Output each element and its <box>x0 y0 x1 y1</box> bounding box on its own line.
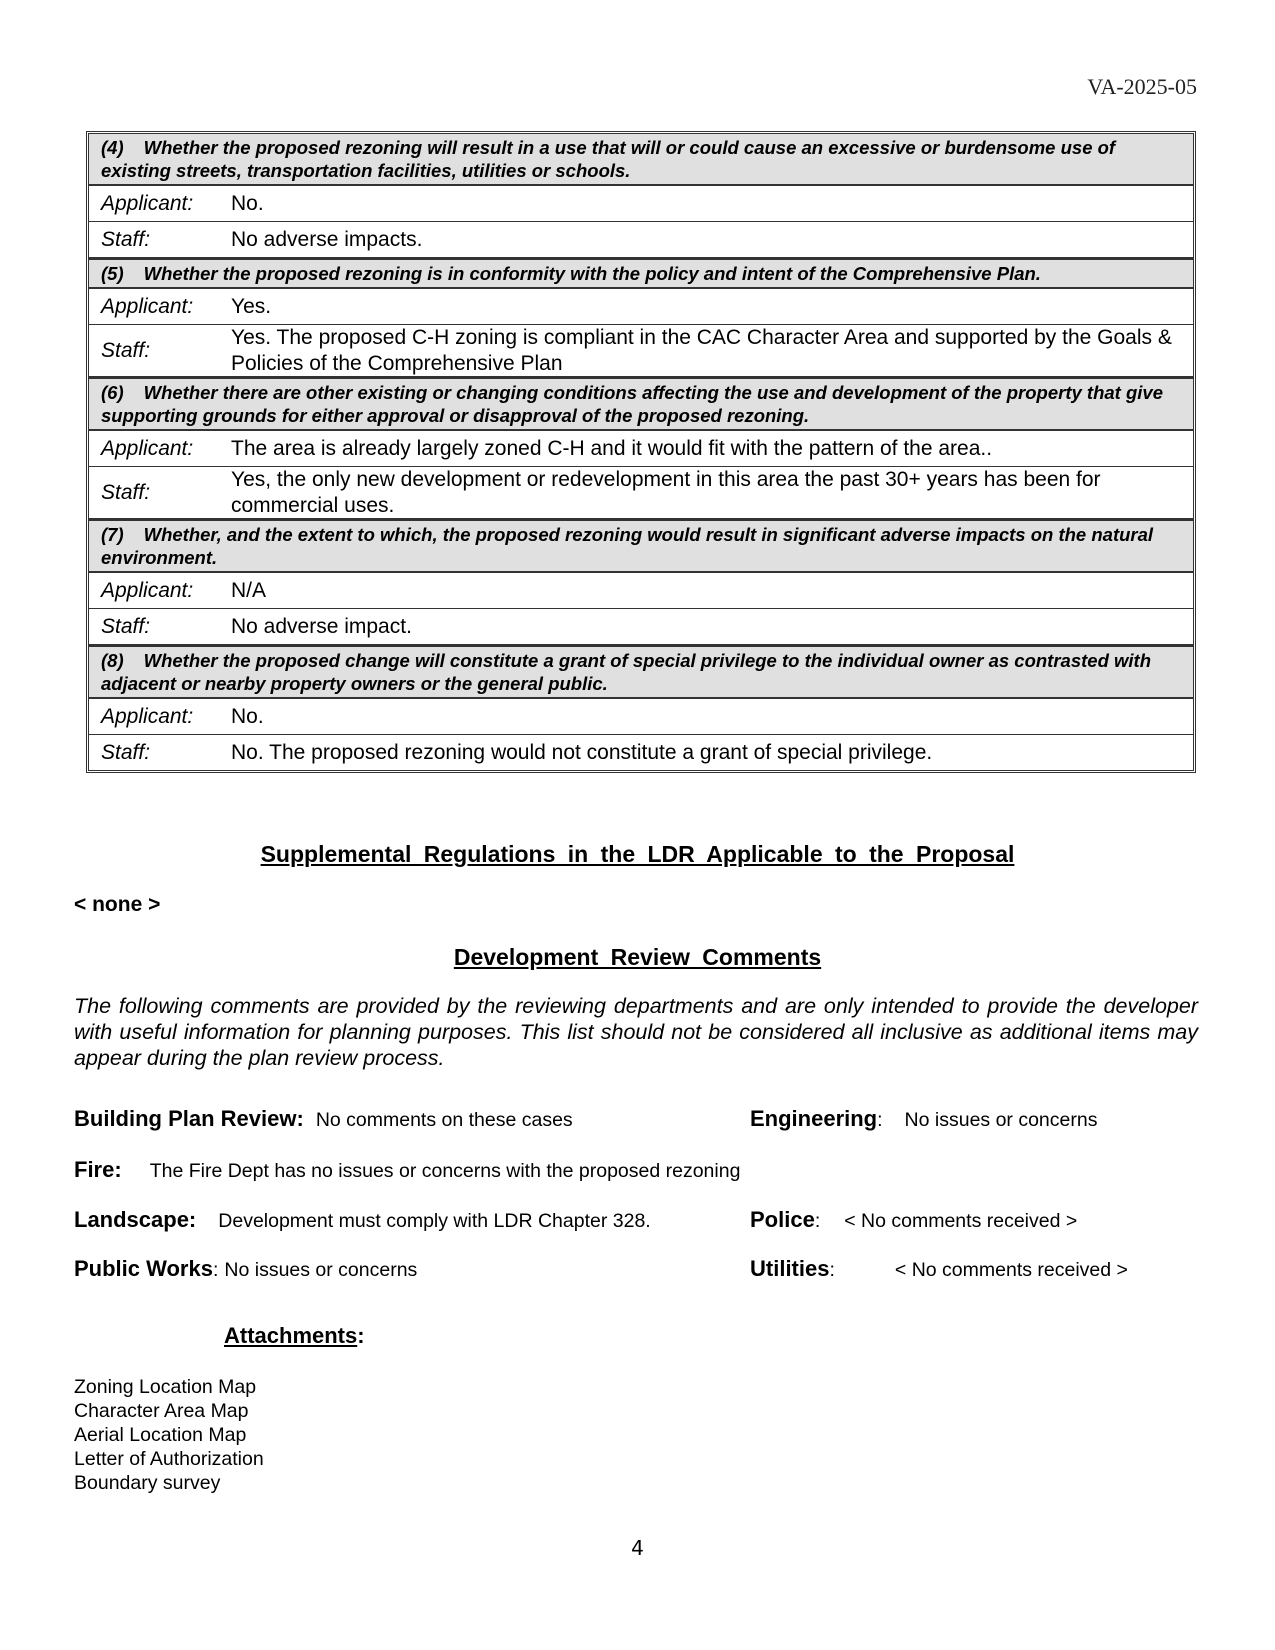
comment-label: Public Works <box>74 1256 213 1281</box>
applicant-response: N/A <box>231 578 267 602</box>
staff-response: No adverse impact. <box>231 614 412 638</box>
criterion-text: Whether, and the extent to which, the proposed rezoning would result in significant adverse impacts on the natural environment. <box>101 524 1154 568</box>
attachment-item: Letter of Authorization <box>74 1448 264 1470</box>
comment-label: Police <box>750 1207 815 1232</box>
criterion-8-staff-row <box>89 735 1193 770</box>
comment-value: The Fire Dept has no issues or concerns with the proposed rezoning <box>149 1160 741 1182</box>
criterion-6-question <box>89 377 1193 431</box>
attachment-item: Zoning Location Map <box>74 1376 257 1398</box>
staff-response: Yes, the only new development or redevelopment in this area the past 30+ years has been for commercial uses. <box>231 468 1101 517</box>
police-comment: Police: < No comments received > <box>750 1207 1078 1232</box>
staff-label: Staff: <box>101 480 151 504</box>
criterion-number: (8) <box>101 650 124 671</box>
utilities-comment: Utilities: < No comments received > <box>750 1256 1128 1281</box>
page-number: 4 <box>631 1536 644 1560</box>
landscape-comment <box>74 1207 651 1233</box>
staff-label: Staff: <box>101 338 151 362</box>
comment-label: Building Plan Review: <box>74 1106 304 1131</box>
criterion-5-question <box>89 258 1193 289</box>
criterion-6-staff-row <box>89 467 1193 519</box>
supplemental-heading: Supplemental Regulations in the LDR Applicable to the Proposal <box>260 841 1015 867</box>
comment-value: No issues or concerns <box>904 1109 1098 1131</box>
criterion-number: (5) <box>101 263 124 284</box>
criterion-7-staff-row <box>89 609 1193 645</box>
staff-response: No adverse impacts. <box>231 227 423 251</box>
applicant-label: Applicant: <box>101 578 194 602</box>
comment-label: Landscape: <box>74 1207 197 1232</box>
applicant-label: Applicant: <box>101 191 194 215</box>
document-id: VA-2025-05 <box>1087 74 1197 99</box>
criterion-7-question <box>89 519 1193 573</box>
engineering-comment: Engineering: No issues or concerns <box>750 1106 1098 1131</box>
applicant-label: Applicant: <box>101 704 194 728</box>
criterion-5-applicant-row <box>89 289 1193 325</box>
criterion-number: (4) <box>101 137 124 158</box>
attachments-title: Attachments <box>224 1323 358 1348</box>
criterion-number: (7) <box>101 524 124 545</box>
criterion-5-staff-row <box>89 325 1193 377</box>
comment-label: Fire: <box>74 1157 122 1182</box>
criterion-7-applicant-row <box>89 573 1193 609</box>
attachment-item: Aerial Location Map <box>74 1424 247 1446</box>
criterion-6-applicant-row <box>89 431 1193 467</box>
criterion-4-staff-row <box>89 222 1193 258</box>
attachment-item: Character Area Map <box>74 1400 249 1422</box>
applicant-response: Yes. <box>231 294 272 318</box>
comment-value: < No comments received > <box>894 1259 1128 1281</box>
applicant-response: No. <box>231 191 264 215</box>
criteria-table <box>86 131 1196 773</box>
comment-label: Engineering <box>750 1106 878 1131</box>
review-heading: Development Review Comments <box>453 944 822 970</box>
criterion-8-question <box>89 645 1193 699</box>
criterion-number: (6) <box>101 382 124 403</box>
attachments-heading: Attachments: <box>224 1323 365 1348</box>
comment-value: No issues or concerns <box>224 1259 418 1281</box>
staff-label: Staff: <box>101 227 151 251</box>
building-plan-review-comment <box>74 1106 573 1132</box>
criterion-text: Whether the proposed change will constitute a grant of special privilege to the individual owner as contrasted with adjacent or nearby property owners or the general public. <box>101 650 1151 694</box>
comment-value: No comments on these cases <box>315 1109 573 1131</box>
applicant-label: Applicant: <box>101 294 194 318</box>
applicant-response: No. <box>231 704 264 728</box>
criterion-4-applicant-row <box>89 186 1193 222</box>
staff-label: Staff: <box>101 614 151 638</box>
criterion-8-applicant-row <box>89 699 1193 735</box>
criterion-text: Whether the proposed rezoning will result in a use that will or could cause an excessive or burdensome use of existing streets, transportation facilities, utilities or schools. <box>101 137 1116 181</box>
staff-response: Yes. The proposed C-H zoning is compliant in the CAC Character Area and supported by the Goals & Policies of the Comprehensive Plan <box>231 326 1172 375</box>
attachments-list <box>74 1375 264 1495</box>
public-works-comment: Public Works: No issues or concerns <box>74 1256 418 1281</box>
comment-value: < No comments received > <box>844 1210 1078 1232</box>
review-intro: The following comments are provided by the reviewing departments and are only intended to provide the developer with useful information for planning purposes. This list should not be considered all inclusive as additional items may appear during the plan review process. <box>74 994 1198 1070</box>
criterion-text: Whether there are other existing or changing conditions affecting the use and development of the property that give supporting grounds for either approval or disapproval of the proposed rezoning. <box>101 382 1163 426</box>
applicant-label: Applicant: <box>101 436 194 460</box>
supplemental-value: < none > <box>74 893 161 916</box>
applicant-response: The area is already largely zoned C-H and it would fit with the pattern of the area.. <box>231 436 993 460</box>
staff-label: Staff: <box>101 740 151 764</box>
comment-label: Utilities <box>750 1256 830 1281</box>
comment-value: Development must comply with LDR Chapter 328. <box>218 1210 651 1232</box>
fire-comment <box>74 1157 740 1183</box>
criterion-text: Whether the proposed rezoning is in conformity with the policy and intent of the Comprehensive Plan. <box>143 263 1041 284</box>
criterion-4-question <box>89 134 1193 186</box>
attachment-item: Boundary survey <box>74 1472 221 1494</box>
staff-response: No. The proposed rezoning would not constitute a grant of special privilege. <box>231 740 933 764</box>
